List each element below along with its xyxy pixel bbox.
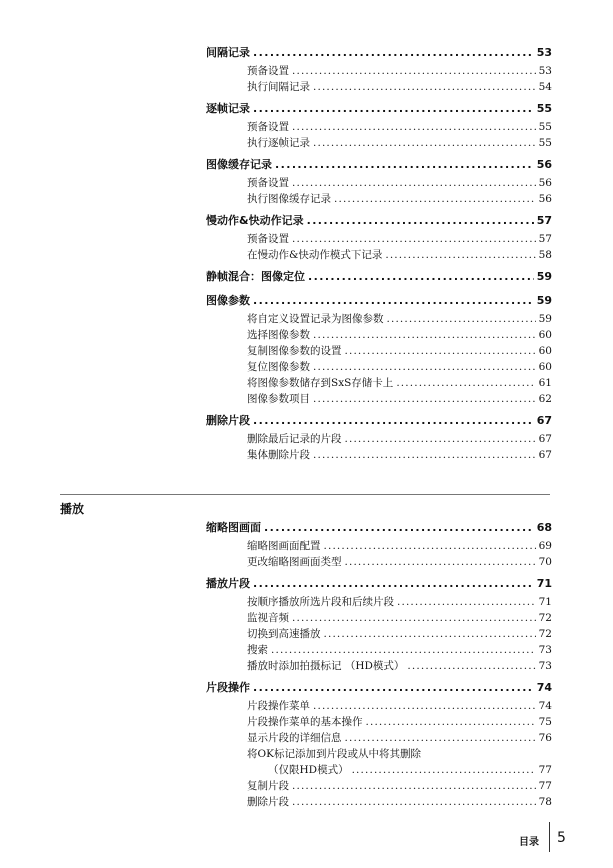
leader-dots — [308, 269, 534, 285]
leader-dots — [253, 101, 534, 117]
leader-dots — [307, 213, 534, 229]
toc-heading-title: 播放片段 — [206, 577, 250, 590]
toc-heading[interactable] — [206, 520, 552, 538]
leader-dots — [366, 714, 536, 730]
toc-entry[interactable] — [206, 610, 552, 626]
toc-entry-page: 53 — [538, 65, 552, 77]
toc-heading-title: 静帧混合：图像定位 — [206, 270, 305, 283]
toc-entry-title: 片段操作菜单 — [247, 700, 310, 712]
toc-heading-page: 71 — [536, 577, 552, 590]
toc-entry[interactable] — [206, 359, 552, 375]
toc-heading-page: 59 — [536, 270, 552, 283]
toc-entry[interactable] — [206, 375, 552, 391]
toc-entry[interactable] — [206, 79, 552, 95]
toc-entry[interactable] — [206, 311, 552, 327]
toc-entry[interactable] — [206, 119, 552, 135]
toc-entry-page: 54 — [538, 81, 552, 93]
toc-entry[interactable] — [206, 538, 552, 554]
toc-entry-title: 预备设置 — [247, 65, 289, 77]
toc-entry-page: 59 — [538, 313, 552, 325]
toc-heading[interactable] — [206, 157, 552, 175]
toc-entry-page: 71 — [538, 596, 552, 608]
leader-dots — [387, 311, 536, 327]
toc-entry[interactable] — [206, 231, 552, 247]
toc-entry-title: 复制图像参数的设置 — [247, 345, 342, 357]
toc-entry-page: 60 — [538, 329, 552, 341]
toc-entry-page: 62 — [538, 393, 552, 405]
leader-dots — [275, 157, 534, 173]
toc-entry-title: 删除片段 — [247, 796, 289, 808]
toc-entry-page: 78 — [538, 796, 552, 808]
leader-dots — [345, 554, 536, 570]
toc-heading-title: 删除片段 — [206, 414, 250, 427]
leader-dots — [292, 778, 536, 794]
toc-heading-title: 缩略图画面 — [206, 521, 261, 534]
toc-heading-page: 53 — [536, 46, 552, 59]
leader-dots — [292, 794, 536, 810]
leader-dots — [334, 191, 536, 207]
toc-entry-title: 执行逐帧记录 — [247, 137, 310, 149]
toc-entry-title: 将图像参数储存到SxS存储卡上 — [247, 377, 394, 389]
footer-divider — [549, 822, 550, 852]
toc-entry[interactable] — [206, 554, 552, 570]
toc-entry-title: 预备设置 — [247, 121, 289, 133]
leader-dots — [345, 730, 536, 746]
toc-entry-title: （仅限HD模式） — [268, 764, 349, 776]
toc-entry-title: 切换到高速播放 — [247, 628, 321, 640]
toc-entry-title: 监视音频 — [247, 612, 289, 624]
toc-entry[interactable] — [206, 594, 552, 610]
leader-dots — [397, 594, 536, 610]
section-title: 播放 — [60, 502, 85, 516]
leader-dots — [253, 576, 534, 592]
leader-dots — [253, 680, 534, 696]
toc-heading[interactable] — [206, 293, 552, 311]
toc-entry-title: 执行图像缓存记录 — [247, 193, 331, 205]
toc-entry[interactable] — [206, 698, 552, 714]
toc-entry-page: 56 — [538, 177, 552, 189]
leader-dots — [292, 175, 536, 191]
leader-dots — [292, 231, 536, 247]
toc-entry[interactable] — [206, 343, 552, 359]
toc-heading[interactable] — [206, 413, 552, 431]
toc-entry[interactable] — [206, 730, 552, 746]
toc-heading-page: 74 — [536, 681, 552, 694]
leader-dots — [292, 63, 536, 79]
toc-entry-title: 在慢动作&快动作模式下记录 — [247, 249, 383, 261]
toc-entry-title: 显示片段的详细信息 — [247, 732, 342, 744]
toc-entry-title-line[interactable]: 将OK标记添加到片段或从中将其删除 — [247, 748, 421, 760]
toc-entry-title: 搜索 — [247, 644, 268, 656]
toc-entry-page: 75 — [538, 716, 552, 728]
toc-heading-page: 59 — [536, 294, 552, 307]
toc-entry-page: 55 — [538, 121, 552, 133]
toc-heading[interactable] — [206, 576, 552, 594]
toc-part-1 — [206, 45, 552, 463]
toc-heading-title: 图像参数 — [206, 294, 250, 307]
leader-dots — [313, 391, 536, 407]
toc-entry[interactable] — [206, 175, 552, 191]
toc-entry-page: 76 — [538, 732, 552, 744]
toc-part-2 — [206, 520, 552, 810]
toc-entry[interactable] — [206, 626, 552, 642]
toc-entry-title: 执行间隔记录 — [247, 81, 310, 93]
leader-dots — [313, 79, 536, 95]
toc-entry[interactable] — [206, 391, 552, 407]
toc-entry-title: 预备设置 — [247, 177, 289, 189]
toc-heading-title: 片段操作 — [206, 681, 250, 694]
leader-dots — [253, 45, 534, 61]
toc-entry-page: 57 — [538, 233, 552, 245]
toc-entry[interactable] — [206, 431, 552, 447]
toc-heading[interactable] — [206, 269, 552, 287]
toc-entry-title: 复制片段 — [247, 780, 289, 792]
toc-entry[interactable] — [206, 658, 552, 674]
toc-entry-page: 56 — [538, 193, 552, 205]
toc-entry-page: 58 — [538, 249, 552, 261]
leader-dots — [292, 610, 536, 626]
toc-entry[interactable] — [206, 642, 552, 658]
toc-entry[interactable] — [206, 247, 552, 263]
toc-heading-title: 逐帧记录 — [206, 102, 250, 115]
leader-dots — [324, 626, 536, 642]
toc-entry-page: 70 — [538, 556, 552, 568]
leader-dots — [264, 520, 534, 536]
toc-entry-title: 复位图像参数 — [247, 361, 310, 373]
toc-heading[interactable] — [206, 213, 552, 231]
toc-heading-page: 57 — [536, 214, 552, 227]
toc-entry-title: 选择图像参数 — [247, 329, 310, 341]
toc-heading-page: 55 — [536, 102, 552, 115]
toc-entry-title: 片段操作菜单的基本操作 — [247, 716, 363, 728]
leader-dots — [313, 327, 536, 343]
toc-entry-page: 60 — [538, 345, 552, 357]
section-divider — [60, 494, 550, 495]
toc-heading-title: 图像缓存记录 — [206, 158, 272, 171]
toc-entry-title: 集体删除片段 — [247, 449, 310, 461]
toc-entry[interactable] — [206, 63, 552, 79]
toc-heading[interactable] — [206, 45, 552, 63]
leader-dots — [407, 658, 535, 674]
toc-entry-title: 更改缩略图画面类型 — [247, 556, 342, 568]
leader-dots — [253, 293, 534, 309]
toc-entry-page: 60 — [538, 361, 552, 373]
footer-label: 目录 — [519, 837, 539, 848]
toc-entry-title: 预备设置 — [247, 233, 289, 245]
toc-entry-page: 69 — [538, 540, 552, 552]
toc-entry-page: 77 — [538, 780, 552, 792]
toc-heading-page: 68 — [536, 521, 552, 534]
toc-entry[interactable] — [206, 778, 552, 794]
toc-entry-page: 73 — [538, 644, 552, 656]
leader-dots — [385, 247, 535, 263]
leader-dots — [313, 359, 536, 375]
toc-entry-page: 67 — [538, 433, 552, 445]
toc-entry[interactable] — [206, 327, 552, 343]
toc-entry-page: 61 — [538, 377, 552, 389]
leader-dots — [313, 447, 536, 463]
toc-entry-page: 74 — [538, 700, 552, 712]
page-number: 5 — [557, 830, 566, 846]
toc-entry-title: 将自定义设置记录为图像参数 — [247, 313, 384, 325]
toc-entry-title: 图像参数项目 — [247, 393, 310, 405]
toc-entry-title: 删除最后记录的片段 — [247, 433, 342, 445]
toc-entry[interactable] — [206, 191, 552, 207]
toc-heading-title: 慢动作&快动作记录 — [206, 214, 304, 227]
toc-entry[interactable] — [206, 762, 552, 778]
toc-entry-title: 按顺序播放所选片段和后续片段 — [247, 596, 394, 608]
toc-entry[interactable] — [206, 447, 552, 463]
toc-heading-page: 56 — [536, 158, 552, 171]
toc-heading[interactable] — [206, 101, 552, 119]
toc-entry[interactable] — [206, 135, 552, 151]
toc-entry-page: 67 — [538, 449, 552, 461]
leader-dots — [352, 762, 536, 778]
toc-heading-title: 间隔记录 — [206, 46, 250, 59]
toc-entry-page: 72 — [538, 612, 552, 624]
leader-dots — [396, 375, 535, 391]
leader-dots — [345, 343, 536, 359]
leader-dots — [292, 119, 536, 135]
toc-entry-title: 缩略图画面配置 — [247, 540, 321, 552]
toc-entry[interactable] — [206, 794, 552, 810]
leader-dots — [253, 413, 534, 429]
toc-entry[interactable] — [206, 714, 552, 730]
leader-dots — [345, 431, 536, 447]
toc-heading[interactable] — [206, 680, 552, 698]
toc-entry-page: 77 — [538, 764, 552, 776]
leader-dots — [324, 538, 536, 554]
toc-entry-page: 73 — [538, 660, 552, 672]
leader-dots — [271, 642, 536, 658]
toc-heading-page: 67 — [536, 414, 552, 427]
toc-entry-page: 72 — [538, 628, 552, 640]
toc-entry-page: 55 — [538, 137, 552, 149]
leader-dots — [313, 135, 536, 151]
leader-dots — [313, 698, 536, 714]
toc-entry-title: 播放时添加拍摄标记 （HD模式） — [247, 660, 405, 672]
